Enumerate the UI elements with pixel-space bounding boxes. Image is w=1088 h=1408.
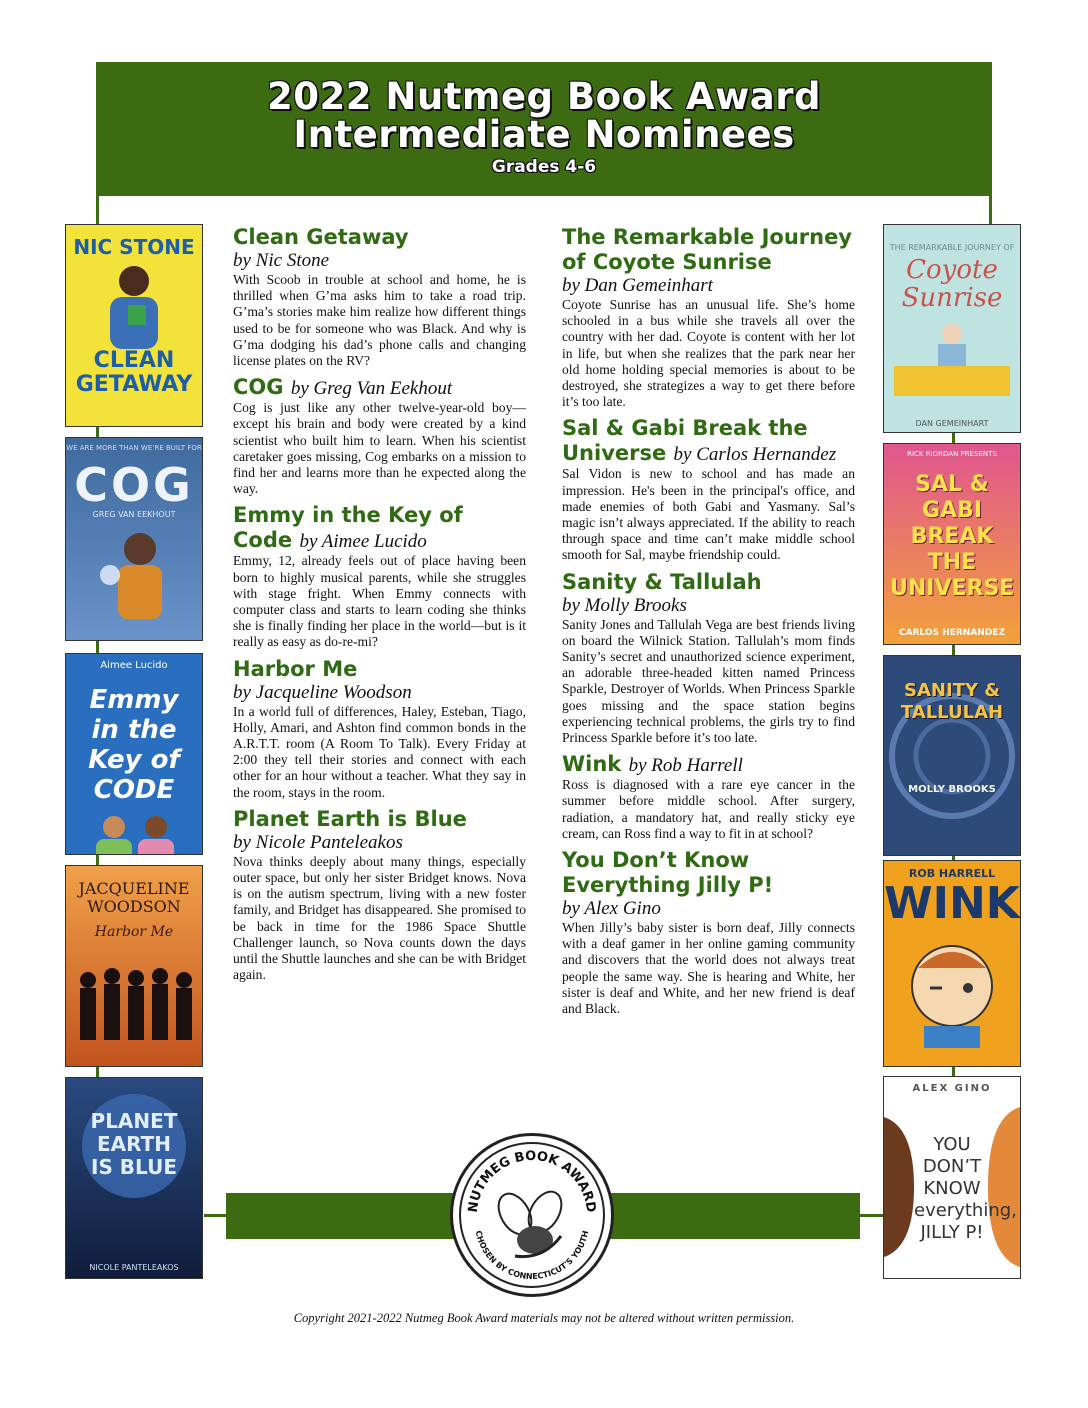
book-title: You Don’t Know Everything Jilly P!: [562, 848, 774, 898]
cover-title: COG: [74, 458, 194, 512]
boy-illustration-icon: [66, 259, 202, 349]
book-title-row: [562, 752, 855, 777]
cover-author: ALEX GINO: [912, 1083, 992, 1094]
header-banner: [96, 62, 992, 196]
book-title: Planet Earth is Blue: [233, 806, 467, 831]
seal-bottom-text: CHOSEN BY CONNECTICUT'S YOUTH: [473, 1229, 591, 1282]
book-title: Wink: [562, 752, 622, 777]
cover-title: Coyote Sunrise: [901, 255, 1003, 313]
book-entry: [562, 752, 855, 842]
book-author: by Jacqueline Woodson: [233, 681, 412, 703]
cover-title: CLEAN GETAWAY: [75, 348, 193, 397]
copyright-notice: Copyright 2021-2022 Nutmeg Book Award materials may not be altered without written permission.: [293, 1311, 795, 1325]
book-entry: [562, 848, 855, 1017]
cover-title: WINK: [884, 878, 1020, 929]
book-description: Cog is just like any other twelve-year-old boy—except his brain and body were created by a kind scientist who built him to learn. When his scientist caretaker goes missing, Cog embarks on a mission to find her and learns more than he expected along the way.: [233, 400, 526, 497]
cover-title: YOU DON’T KNOW everything, JILLY P!: [914, 1134, 1017, 1243]
book-title-row: [233, 375, 526, 400]
cover-clean-getaway: [65, 224, 203, 427]
connector-left-top: [96, 196, 99, 226]
connector-right-top: [989, 196, 992, 226]
page-title-line2: Intermediate Nominees: [293, 113, 795, 156]
connector-bottom-right: [858, 1214, 884, 1217]
cover-author: Aimee Lucido: [100, 660, 168, 671]
nutmeg-seal-icon: [453, 1136, 611, 1294]
book-entry: [233, 807, 526, 984]
book-author: by Carlos Hernandez: [673, 444, 837, 466]
school-bus-icon: [884, 316, 1020, 396]
cover-author: NICOLE PANTELEAKOS: [89, 1263, 179, 1272]
robot-boy-icon: [66, 519, 202, 619]
left-column: [233, 225, 526, 990]
connector-bottom-left: [204, 1214, 228, 1217]
book-author: by Nic Stone: [233, 250, 330, 271]
cover-wink: [883, 860, 1021, 1067]
cover-tagline: WE ARE MORE THAN WE’RE BUILT FOR: [66, 444, 202, 452]
book-author: by Rob Harrell: [628, 755, 743, 777]
cover-title: Emmy in the Key of CODE: [88, 685, 180, 805]
book-author: by Dan Gemeinhart: [562, 275, 713, 296]
cover-jilly-p: [883, 1076, 1021, 1279]
book-author: by Molly Brooks: [562, 594, 687, 616]
book-description: Ross is diagnosed with a rare eye cancer in the summer before middle school. After surgery, radiation, a mandatory hat, and really sticky eye cream, can Ross find a way to fit in at school?: [562, 777, 855, 841]
grades-subtitle: Grades 4-6: [491, 157, 597, 177]
book-description: With Scoob in trouble at school and home, he is thrilled when G’ma asks him to take a road trip. G’ma’s stories make him realize how different things used to be for someone who was Black. And why is G’ma dodging his dad’s phone calls and changing license plates on the RV?: [233, 272, 526, 369]
seal-top-text: NUTMEG BOOK AWARD: [465, 1148, 599, 1214]
book-entry: [233, 657, 526, 801]
cover-author: ROB HARRELL: [908, 867, 996, 880]
book-entry: [562, 416, 855, 563]
book-author: by Nicole Panteleakos: [233, 831, 403, 853]
cover-emmy: [65, 653, 203, 855]
book-title: COG: [233, 375, 284, 400]
winking-boy-icon: [884, 928, 1020, 1048]
cover-planet-earth: [65, 1077, 203, 1279]
connector-left-2: [96, 640, 99, 654]
cover-harbor-me: [65, 865, 203, 1067]
cover-tagline: RICK RIORDAN PRESENTS: [907, 450, 997, 458]
right-column: [562, 225, 855, 1023]
book-description: Emmy, 12, already feels out of place having been born to highly musical parents, while she struggles with stage fright. When Emmy connects with computer class and starts to learn coding she thinks she is finally finding her place in the world—but is it really as easy as do-re-mi?: [233, 553, 526, 650]
book-author: by Alex Gino: [562, 898, 661, 920]
book-entry: [233, 225, 526, 369]
cover-author: DAN GEMEINHART: [915, 419, 989, 428]
book-author: by Aimee Lucido: [299, 531, 427, 553]
book-title-row: [562, 416, 855, 466]
book-title: Clean Getaway: [233, 225, 409, 249]
cover-coyote-sunrise: [883, 224, 1021, 433]
cover-author: CARLOS HERNANDEZ: [899, 628, 1005, 638]
book-author: by Greg Van Eekhout: [290, 378, 453, 400]
book-title: Harbor Me: [233, 656, 358, 681]
cover-author: GREG VAN EEKHOUT: [92, 510, 176, 519]
silhouettes-icon: [66, 940, 202, 1040]
book-title: Sal & Gabi Break the Universe: [562, 416, 808, 466]
cover-title: SAL & GABI BREAK THE UNIVERSE: [890, 472, 1015, 601]
cover-title: PLANET EARTH IS BLUE: [90, 1109, 178, 1179]
page-title-line1: 2022 Nutmeg Book Award: [267, 75, 821, 118]
book-title: The Remarkable Journey of Coyote Sunrise: [562, 225, 853, 274]
book-title: Emmy in the Key of Code: [233, 503, 463, 553]
book-description: Nova thinks deeply about many things, especially outer space, but only her sister Bridget knows. Nova is on the autism spectrum, living with a new foster family, and Bridget has disappeared. She promised to be back in time for the 1986 Space Shuttle Challenger launch, so Nova counts down the days until the Shuttle launches and she can be with Bridget again.: [233, 853, 526, 983]
book-title: Sanity & Tallulah: [562, 569, 762, 594]
book-description: Sanity Jones and Tallulah Vega are best friends living on board the Wilnick Station. Tallulah’s mom finds Sanity’s secret and unauthorized science experiment, an adorable three-headed kitten named Princess Sparkle, Destroyer of Worlds. When Princess Sparkle goes missing and the space station begins experiencing technical problems, the girls try to find Princess Sparkle before it’s too late.: [562, 616, 855, 746]
book-entry: [562, 570, 855, 747]
book-entry: [233, 375, 526, 497]
cover-title: Harbor Me: [94, 924, 174, 940]
nutmeg-seal-logo: [450, 1133, 614, 1297]
cover-cog: [65, 437, 203, 641]
cover-sal-gabi: [883, 443, 1021, 645]
book-description: When Jilly’s baby sister is born deaf, Jilly connects with a deaf gamer in her online gaming community and discovers that the world does not always treat people the same way. She is hearing and White, her sister is deaf and White, and her new friend is deaf and Black.: [562, 920, 855, 1017]
girls-laptop-icon: [66, 809, 202, 855]
book-description: Sal Vidon is new to school and has made an impression. He's been in the principal's office, and made enemies of both Gabi and Yasmany. Sal’s magic isn’t always appreciated. If the ability to reach through space and time can’t make middle school smooth for Sal, maybe friendship could.: [562, 466, 855, 563]
cover-tagline: THE REMARKABLE JOURNEY OF: [889, 243, 1015, 252]
cover-author: MOLLY BROOKS: [908, 784, 996, 795]
cover-author: NIC STONE: [73, 235, 195, 259]
cover-title: SANITY & TALLULAH: [900, 680, 1004, 723]
book-entry: [562, 225, 855, 410]
book-description: In a world full of differences, Haley, Esteban, Tiago, Holly, Amari, and Ashton find common bonds in the A.R.T.T. room (A Room To Talk). Every Friday at 2:00 they tell their stories and connect with each other for an hour without a teacher. What they say in the room, stays in the room.: [233, 703, 526, 800]
cover-sanity-tallulah: [883, 655, 1021, 856]
book-title-row: [233, 503, 526, 553]
book-entry: [233, 503, 526, 650]
book-description: Coyote Sunrise has an unusual life. She’s home schooled in a bus while she travels all over the country with her dad. Coyote is content with her lot in life, but when she realizes that the park near her old home holding special memories is about to be destroyed, she strategizes a way to get there before it’s too late.: [562, 297, 855, 410]
cover-author: JACQUELINE WOODSON: [78, 879, 190, 916]
